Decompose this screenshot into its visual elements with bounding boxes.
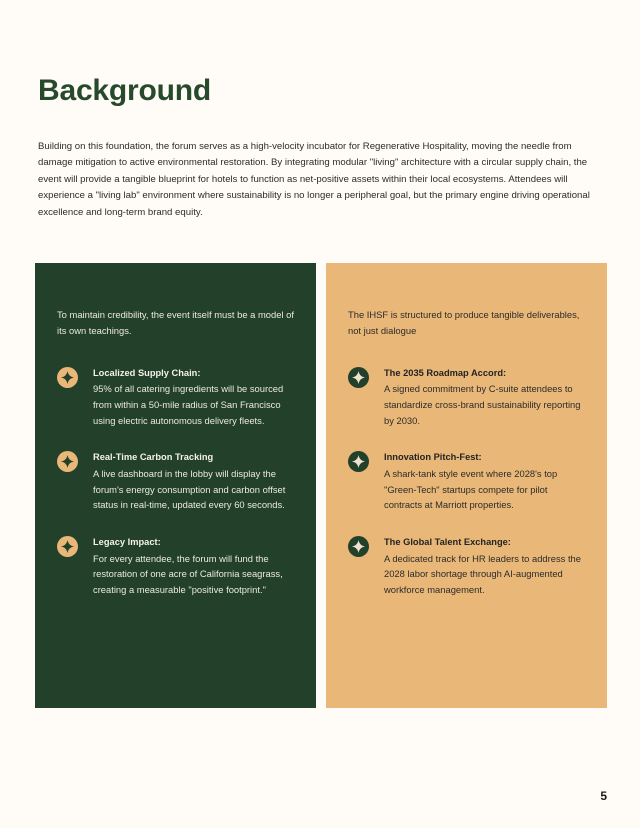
list-item-title: Innovation Pitch-Fest: [384,452,482,463]
bullet-list [57,366,294,598]
list-item-text: For every attendee, the forum will fund the restoration of one acre of California seagrass, creating a measurable "positive footprint." [93,552,283,595]
list-item-title: Legacy Impact: [93,537,161,547]
list-item [57,535,294,598]
four-point-star-icon [57,367,78,388]
four-point-star-icon [57,536,78,557]
list-item [57,450,294,513]
card-intro-text: To maintain credibility, the event itself must be a model of its own teachings. [57,309,294,336]
list-item [348,535,585,598]
list-item-text: 95% of all catering ingredients will be sourced from within a 50-mile radius of San Francisco using electric autonomous delivery fleets. [93,383,284,426]
page-title: Background [38,74,212,107]
list-item-title: The 2035 Roadmap Accord: [384,367,507,378]
four-point-star-icon [57,451,78,472]
list-item [348,366,585,429]
cards-row [35,263,607,708]
bullet-list [348,366,585,598]
list-item-body [93,450,294,513]
credibility-card [35,263,316,708]
four-point-star-icon [348,536,369,557]
list-item-text: A live dashboard in the lobby will display the forum's energy consumption and carbon offset status in real-time, updated every 60 seconds. [93,467,286,511]
list-item-body [384,450,585,513]
four-point-star-icon [348,367,369,388]
card-intro-text: The IHSF is structured to produce tangible deliverables, not just dialogue [348,309,580,336]
list-item-body [93,535,294,598]
list-item-text: A dedicated track for HR leaders to address the 2028 labor shortage through AI-augmented workforce management. [384,552,581,595]
list-item-body [93,366,294,429]
list-item-text: A shark-tank style event where 2028's top "Green-Tech" startups compete for pilot contracts at Marriott properties. [384,467,558,511]
list-item-body [384,366,585,429]
four-point-star-icon [348,451,369,472]
deliverables-card [326,263,607,708]
intro-paragraph: Building on this foundation, the forum serves as a high-velocity incubator for Regenerative Hospitality, moving the needle from damage mitigation to active environmental restoration. By integrating modular "living" architecture with a circular supply chain, the event will provide a tangible blueprint for hotels to function as net-positive assets within their local ecosystems. Attendees will experience a "living lab" environment where sustainability is no longer a peripheral goal, but the primary engine driving operational excellence and long-term brand equity. [38,141,590,218]
list-item-title: Real-Time Carbon Tracking [93,452,214,463]
list-item-title: Localized Supply Chain: [93,367,201,378]
list-item [57,366,294,429]
list-item-title: The Global Talent Exchange: [384,537,511,547]
page-number: 5 [600,789,607,803]
list-item-body [384,535,585,598]
list-item [348,450,585,513]
list-item-text: A signed commitment by C-suite attendees to standardize cross-brand sustainability reporting by 2030. [384,383,581,426]
